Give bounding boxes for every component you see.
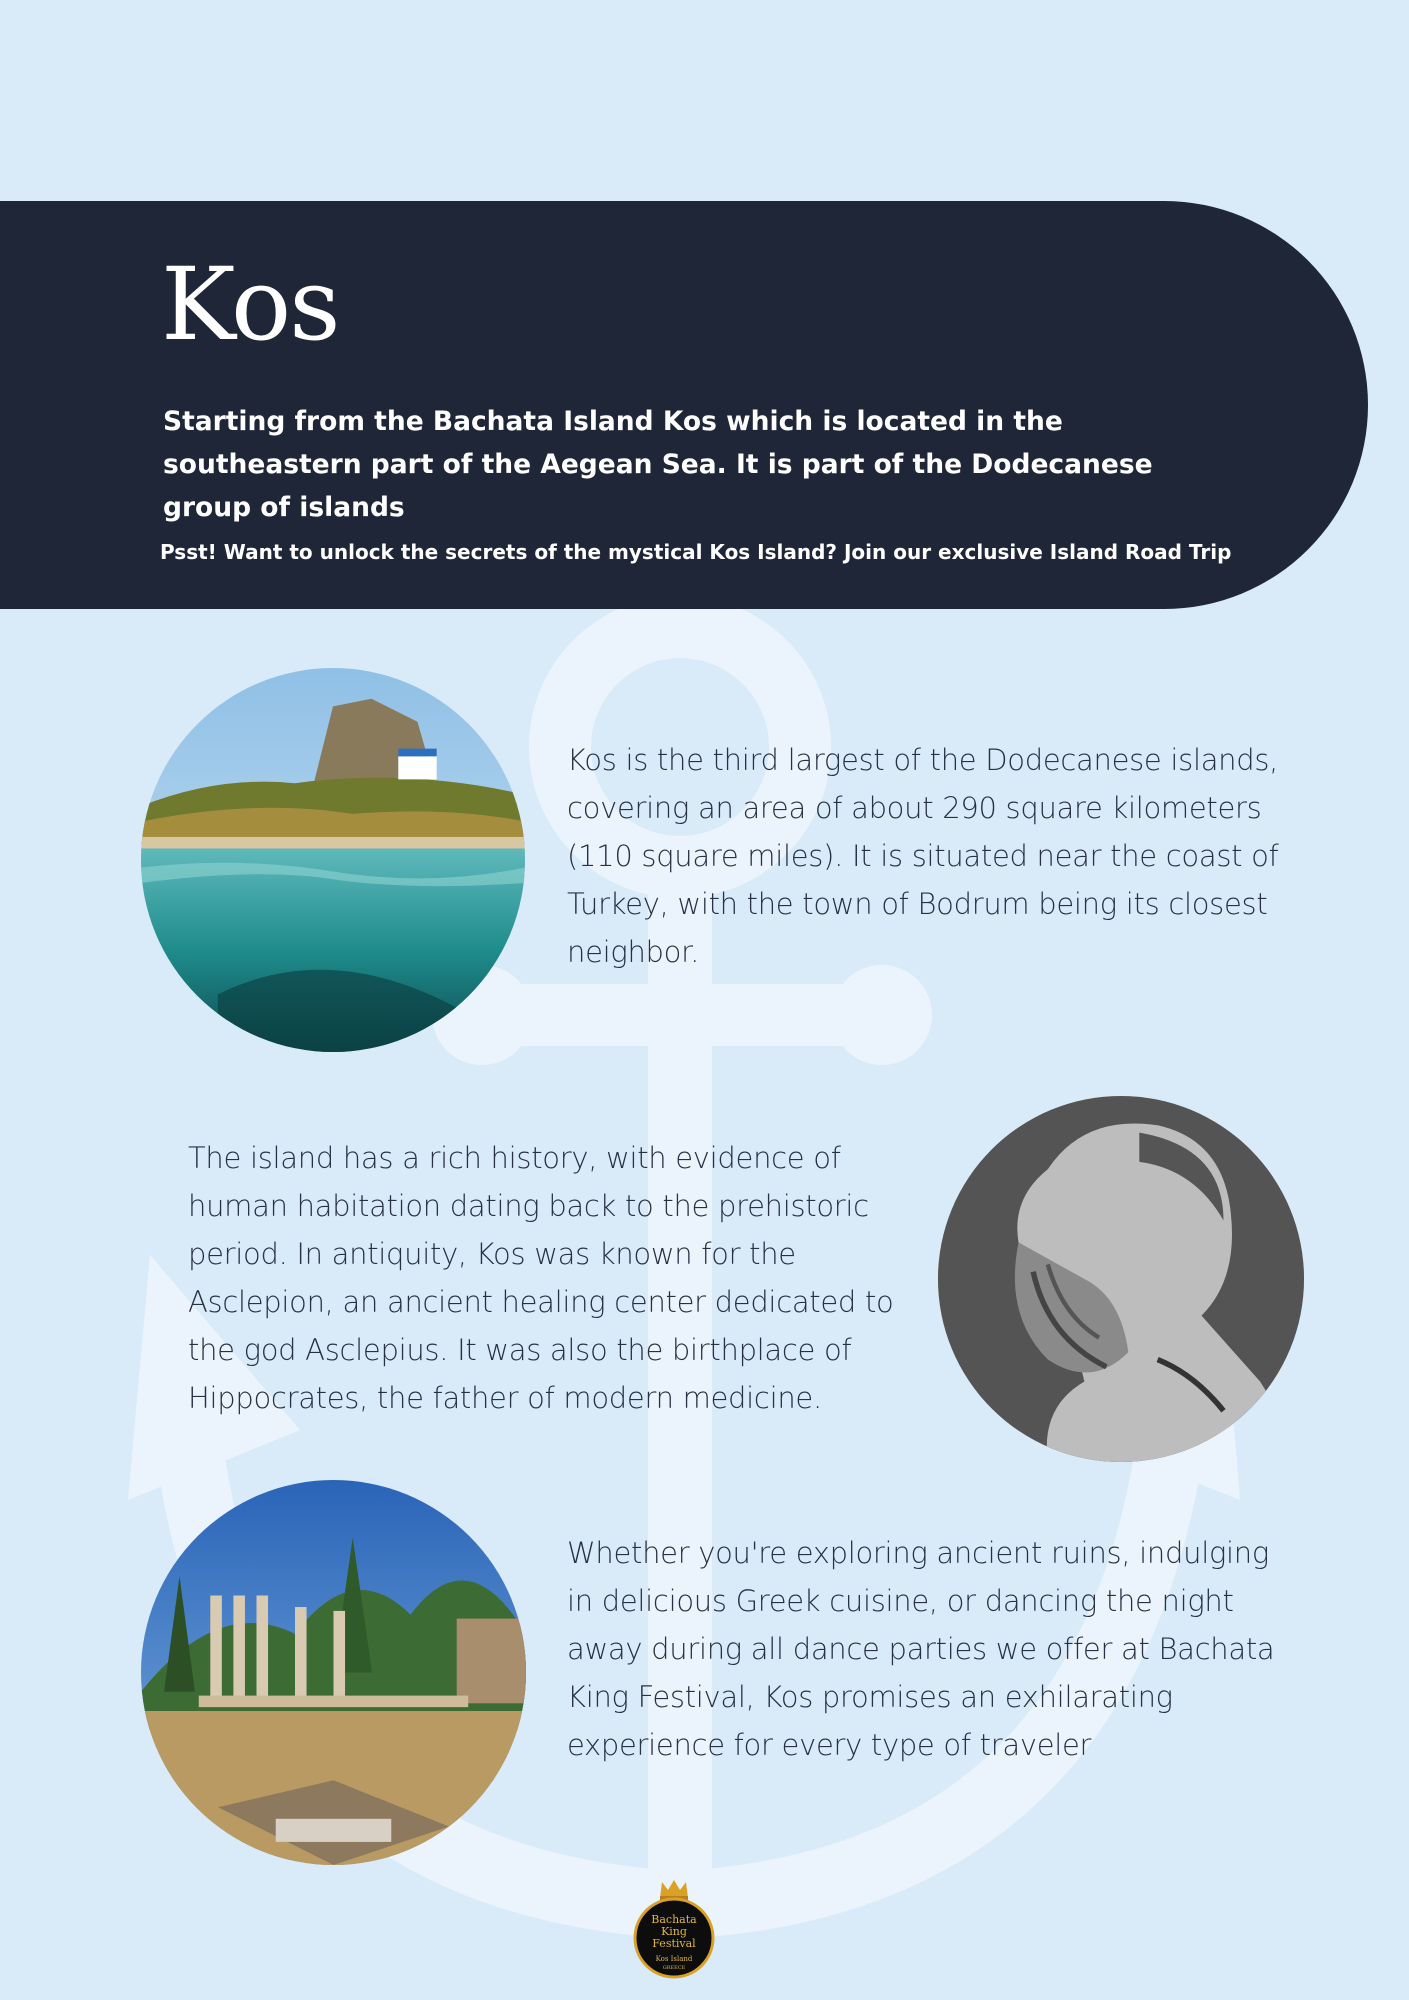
logo-line-2: King [661, 1925, 687, 1938]
logo-line-5: GREECE [662, 1965, 686, 1971]
island-coast-photo [141, 668, 525, 1052]
logo-line-1: Bachata [651, 1913, 697, 1926]
logo-line-3: Festival [652, 1937, 696, 1950]
section-1-text: Kos is the third largest of the Dodecanese islands, covering an area of about 290 square kilometers (110 square miles). It is situated near the coast of Turkey, with the town of Bodrum being its closest neighbor. [567, 743, 1279, 969]
section-3-text: Whether you're exploring ancient ruins, indulging in delicious Greek cuisine, or dancing the night away during all dance parties we offer at Bachata King Festival, Kos promises an exhilarating experience for every type of traveler [567, 1536, 1275, 1762]
page-title: Kos [161, 246, 339, 363]
festival-logo [632, 1878, 716, 1980]
intro-text: Starting from the Bachata Island Kos which is located in the southeastern part of the Aegean Sea. It is part of the Dodecanese group of islands [163, 406, 1153, 523]
hippocrates-portrait [938, 1096, 1304, 1462]
teaser-text: Psst! Want to unlock the secrets of the mystical Kos Island? Join our exclusive Island Road Trip [160, 540, 1232, 564]
section-2-text: The island has a rich history, with evidence of human habitation dating back to the prehistoric period. In antiquity, Kos was known for the Asclepion, an ancient healing center dedicated to the god Asclepius. It was also the birthplace of Hippocrates, the father of modern medicine. [188, 1141, 894, 1415]
logo-line-4: Kos Island [655, 1955, 693, 1963]
asclepion-ruins-photo [141, 1480, 526, 1865]
